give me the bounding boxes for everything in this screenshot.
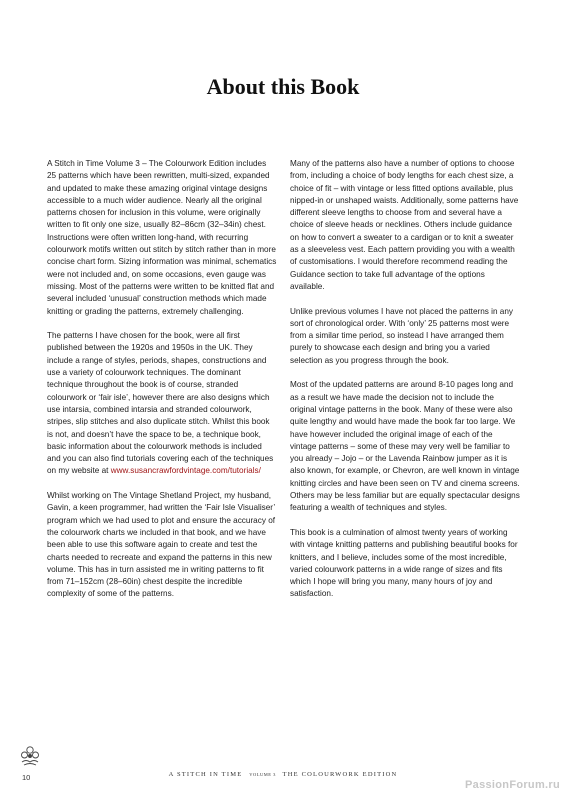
paragraph-text: The patterns I have chosen for the book, were all first published between the 1920s and 1950s in the UK. They include a range of styles, periods, shapes, constructions and use a variety of colourwork techniques. The dominant technique throughout the book is of course, stranded colourwork or ‘fair isle’, however there are also designs which use intarsia, combined intarsia and stranded colourwork, stripes, slip stitches and also duplicate stitch. Whilst this book is not, and doesn’t have the space to be, a technique book, basic information about the colourwork methods is included and you can also find tutorials covering each of the techniques on my website at <box>47 331 274 476</box>
paragraph: Most of the updated patterns are around 8-10 pages long and as a result we have made the decision not to include the original vintage patterns in the book. Many of these were also quite lengthy and would have made the book far too large. We have however included the original image of each of the vintage patterns – some of these may very well be familiar to you already – Jojo – or the Lavenda Rainbow jumper as it is also known, for example, or Chevron, are well known in vintage knitting circles and have been seen on TV and cinema screens. Others may be less familiar but are equally spectacular designs featuring a wealth of techniques and styles. <box>290 380 520 513</box>
right-column <box>290 158 520 601</box>
running-footer <box>0 771 566 778</box>
paragraph: Many of the patterns also have a number of options to choose from, including a choice of body lengths for each chest size, a choice of fit – with vintage or less fitted options available, plus nipped-in or unshaped waists. Additionally, some patterns have different sleeve lengths to choose from and several have a choice of sleeve heads or necklines. Others include guidance on how to convert a sweater to a cardigan or to knit a sweater as a sleeveless vest. Each pattern providing you with a wealth of customisations. I would therefore recommend reading the Guidance section to take full advantage of the options available. <box>290 159 519 291</box>
watermark: PassionForum.ru <box>465 779 560 791</box>
left-column <box>47 158 277 601</box>
page-number: 10 <box>22 773 31 782</box>
tutorials-link[interactable]: www.susancrawfordvintage.com/tutorials/ <box>110 466 261 476</box>
paragraph: Whilst working on The Vintage Shetland Project, my husband, Gavin, a keen programmer, had written the ‘Fair Isle Visualiser’ program which we had used to plot and ensure the accuracy of the colourwork charts we included in that book, and we have been able to use this software again to create and test the charts needed to recreate and expand the patterns in this new volume. This has in turn assisted me in writing patterns to fit from 71–152cm (28–60in) chest despite the incredible complexity of some of the patterns. <box>47 491 276 599</box>
paragraph <box>47 330 277 478</box>
paragraph: Unlike previous volumes I have not placed the patterns in any sort of chronological order. With ‘only’ 25 patterns most were from a similar time period, so instead I have arranged them purely to showcase each design and bring you a varied selection as you progress through the book. <box>290 306 514 365</box>
footer-book-title: A STITCH IN TIME <box>168 771 243 778</box>
paragraph: A Stitch in Time Volume 3 – The Colourwork Edition includes 25 patterns which have been rewritten, multi-sized, expanded and updated to make these amazing original vintage designs accessible to a much wider audience. Nearly all the original patterns chosen for inclusion in this volume, were originally written to fit only one size, usually 82–86cm (32–34in) chest. Instructions were often written long-hand, with recurring colourwork motifs written out stitch by stitch rather than in more concise chart form. Sizing information was minimal, schematics were not included and, on some occasions, even gauge was missing. Most of the patterns were written to be knitted flat and several included ‘unusual’ construction methods which made knitting or grading the patterns, extremely challenging. <box>47 159 277 316</box>
flower-ornament-icon <box>18 744 42 768</box>
footer-volume: VOLUME 3 <box>249 772 276 777</box>
footer-edition: THE COLOURWORK EDITION <box>282 771 398 778</box>
page-title: About this Book <box>206 74 360 99</box>
paragraph: This book is a culmination of almost twenty years of working with vintage knitting patterns and publishing beautiful books for knitters, and I believe, includes some of the most incredible, varied colourwork patterns in a wide range of sizes and fits which I hope will bring you many, many hours of joy and satisfaction. <box>290 527 518 599</box>
